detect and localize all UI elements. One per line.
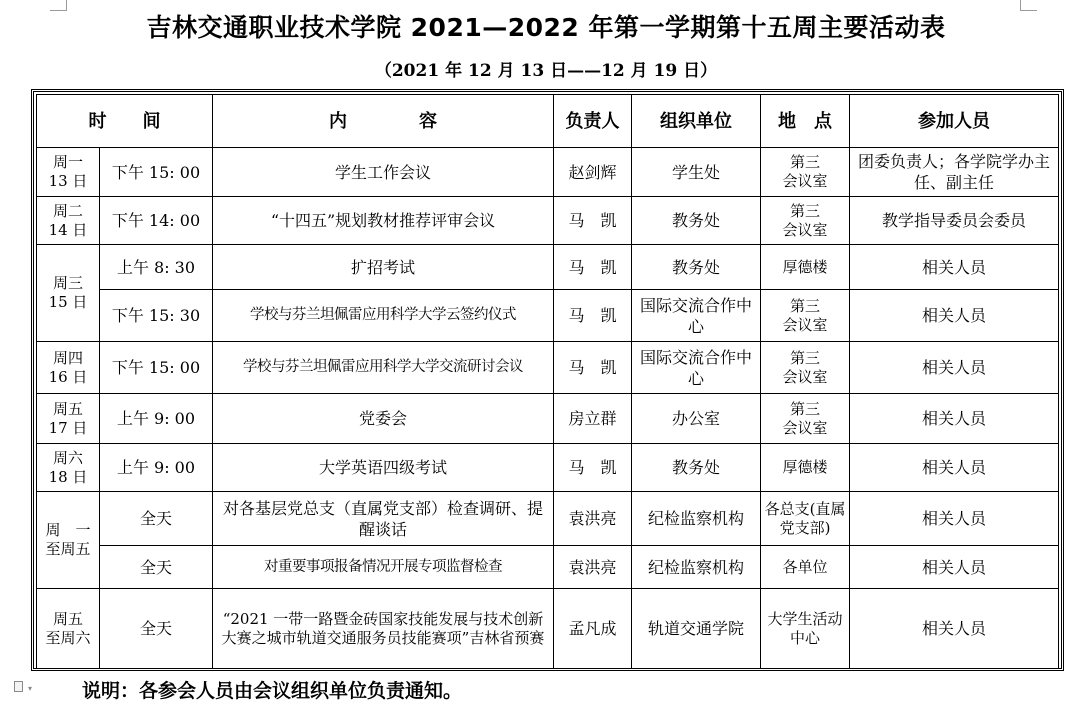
place-cell: 第三 会议室: [761, 290, 850, 342]
content-cell: 扩招考试: [213, 245, 554, 290]
table-row: [37, 589, 1059, 669]
activity-table-frame: [31, 89, 1064, 671]
content-cell: 大学英语四级考试: [213, 444, 554, 492]
content-cell: 对各基层党总支（直属党支部）检查调研、提醒谈话: [213, 492, 554, 546]
owner-cell: 赵剑辉: [554, 148, 632, 197]
day-cell: 周二 14 日: [37, 197, 100, 245]
activity-table: [36, 94, 1059, 669]
participants-cell: 教学指导委员会委员: [850, 197, 1059, 245]
day-cell: 周五 至周六: [37, 589, 100, 669]
day-cell: 周三 15 日: [37, 245, 100, 342]
header-content: 内 容: [213, 95, 554, 148]
content-cell: 对重要事项报备情况开展专项监督检查: [213, 546, 554, 589]
participants-cell: 相关人员: [850, 492, 1059, 546]
owner-cell: 马 凯: [554, 444, 632, 492]
org-cell: 国际交流合作中心: [632, 290, 761, 342]
page-title: 吉林交通职业技术学院 2021—2022 年第一学期第十五周主要活动表: [146, 13, 946, 42]
participants-cell: 团委负责人；各学院学办主任、副主任: [850, 148, 1059, 197]
table-row: [37, 394, 1059, 444]
table-row: [37, 290, 1059, 342]
header-place: 地 点: [761, 95, 850, 148]
footer-note: 说明：各参会人员由会议组织单位负责通知。: [82, 680, 463, 702]
time-cell: 上午 9: 00: [100, 394, 213, 444]
place-cell: 厚德楼: [761, 245, 850, 290]
table-header-row: [37, 95, 1059, 148]
org-cell: 国际交流合作中心: [632, 342, 761, 394]
table-row: [37, 197, 1059, 245]
owner-cell: 孟凡成: [554, 589, 632, 669]
day-cell: 周五 17 日: [37, 394, 100, 444]
content-cell: 学校与芬兰坦佩雷应用科学大学交流研讨会议: [213, 342, 554, 394]
table-row: [37, 492, 1059, 546]
place-cell: 第三 会议室: [761, 342, 850, 394]
time-cell: 上午 9: 00: [100, 444, 213, 492]
time-cell: 上午 8: 30: [100, 245, 213, 290]
owner-cell: 马 凯: [554, 342, 632, 394]
day-cell: 周 一 至周五: [37, 492, 100, 589]
org-cell: 轨道交通学院: [632, 589, 761, 669]
place-cell: 各单位: [761, 546, 850, 589]
caret-down-icon[interactable]: ▾: [28, 684, 33, 693]
table-row: [37, 444, 1059, 492]
table-row: [37, 342, 1059, 394]
owner-cell: 马 凯: [554, 197, 632, 245]
participants-cell: 相关人员: [850, 342, 1059, 394]
page-subtitle: （2021 年 12 月 13 日——12 月 19 日）: [374, 61, 718, 81]
header-participants: 参加人员: [850, 95, 1059, 148]
place-cell: 第三 会议室: [761, 394, 850, 444]
place-cell: 第三 会议室: [761, 197, 850, 245]
day-cell: 周一 13 日: [37, 148, 100, 197]
header-org: 组织单位: [632, 95, 761, 148]
content-cell: “十四五”规划教材推荐评审会议: [213, 197, 554, 245]
content-cell: “2021 一带一路暨金砖国家技能发展与技术创新大赛之城市轨道交通服务员技能赛项”吉林省预赛: [213, 589, 554, 669]
org-cell: 纪检监察机构: [632, 546, 761, 589]
org-cell: 办公室: [632, 394, 761, 444]
owner-cell: 马 凯: [554, 290, 632, 342]
place-cell: 各总支(直属党支部): [761, 492, 850, 546]
place-cell: 第三 会议室: [761, 148, 850, 197]
org-cell: 教务处: [632, 245, 761, 290]
content-cell: 学生工作会议: [213, 148, 554, 197]
org-cell: 教务处: [632, 444, 761, 492]
participants-cell: 相关人员: [850, 546, 1059, 589]
org-cell: 学生处: [632, 148, 761, 197]
owner-cell: 房立群: [554, 394, 632, 444]
place-cell: 厚德楼: [761, 444, 850, 492]
header-time: 时 间: [37, 95, 213, 148]
owner-cell: 马 凯: [554, 245, 632, 290]
owner-cell: 袁洪亮: [554, 492, 632, 546]
day-cell: 周六 18 日: [37, 444, 100, 492]
time-cell: 下午 15: 00: [100, 342, 213, 394]
participants-cell: 相关人员: [850, 245, 1059, 290]
participants-cell: 相关人员: [850, 394, 1059, 444]
day-cell: 周四 16 日: [37, 342, 100, 394]
participants-cell: 相关人员: [850, 290, 1059, 342]
place-cell: 大学生活动中心: [761, 589, 850, 669]
participants-cell: 相关人员: [850, 444, 1059, 492]
org-cell: 纪检监察机构: [632, 492, 761, 546]
document-icon[interactable]: [14, 681, 23, 692]
participants-cell: 相关人员: [850, 589, 1059, 669]
time-cell: 下午 15: 00: [100, 148, 213, 197]
content-cell: 学校与芬兰坦佩雷应用科学大学云签约仪式: [213, 290, 554, 342]
table-row: [37, 546, 1059, 589]
time-cell: 全天: [100, 492, 213, 546]
table-row: [37, 148, 1059, 197]
owner-cell: 袁洪亮: [554, 546, 632, 589]
table-row: [37, 245, 1059, 290]
time-cell: 全天: [100, 589, 213, 669]
header-owner: 负责人: [554, 95, 632, 148]
time-cell: 全天: [100, 546, 213, 589]
org-cell: 教务处: [632, 197, 761, 245]
time-cell: 下午 14: 00: [100, 197, 213, 245]
content-cell: 党委会: [213, 394, 554, 444]
time-cell: 下午 15: 30: [100, 290, 213, 342]
